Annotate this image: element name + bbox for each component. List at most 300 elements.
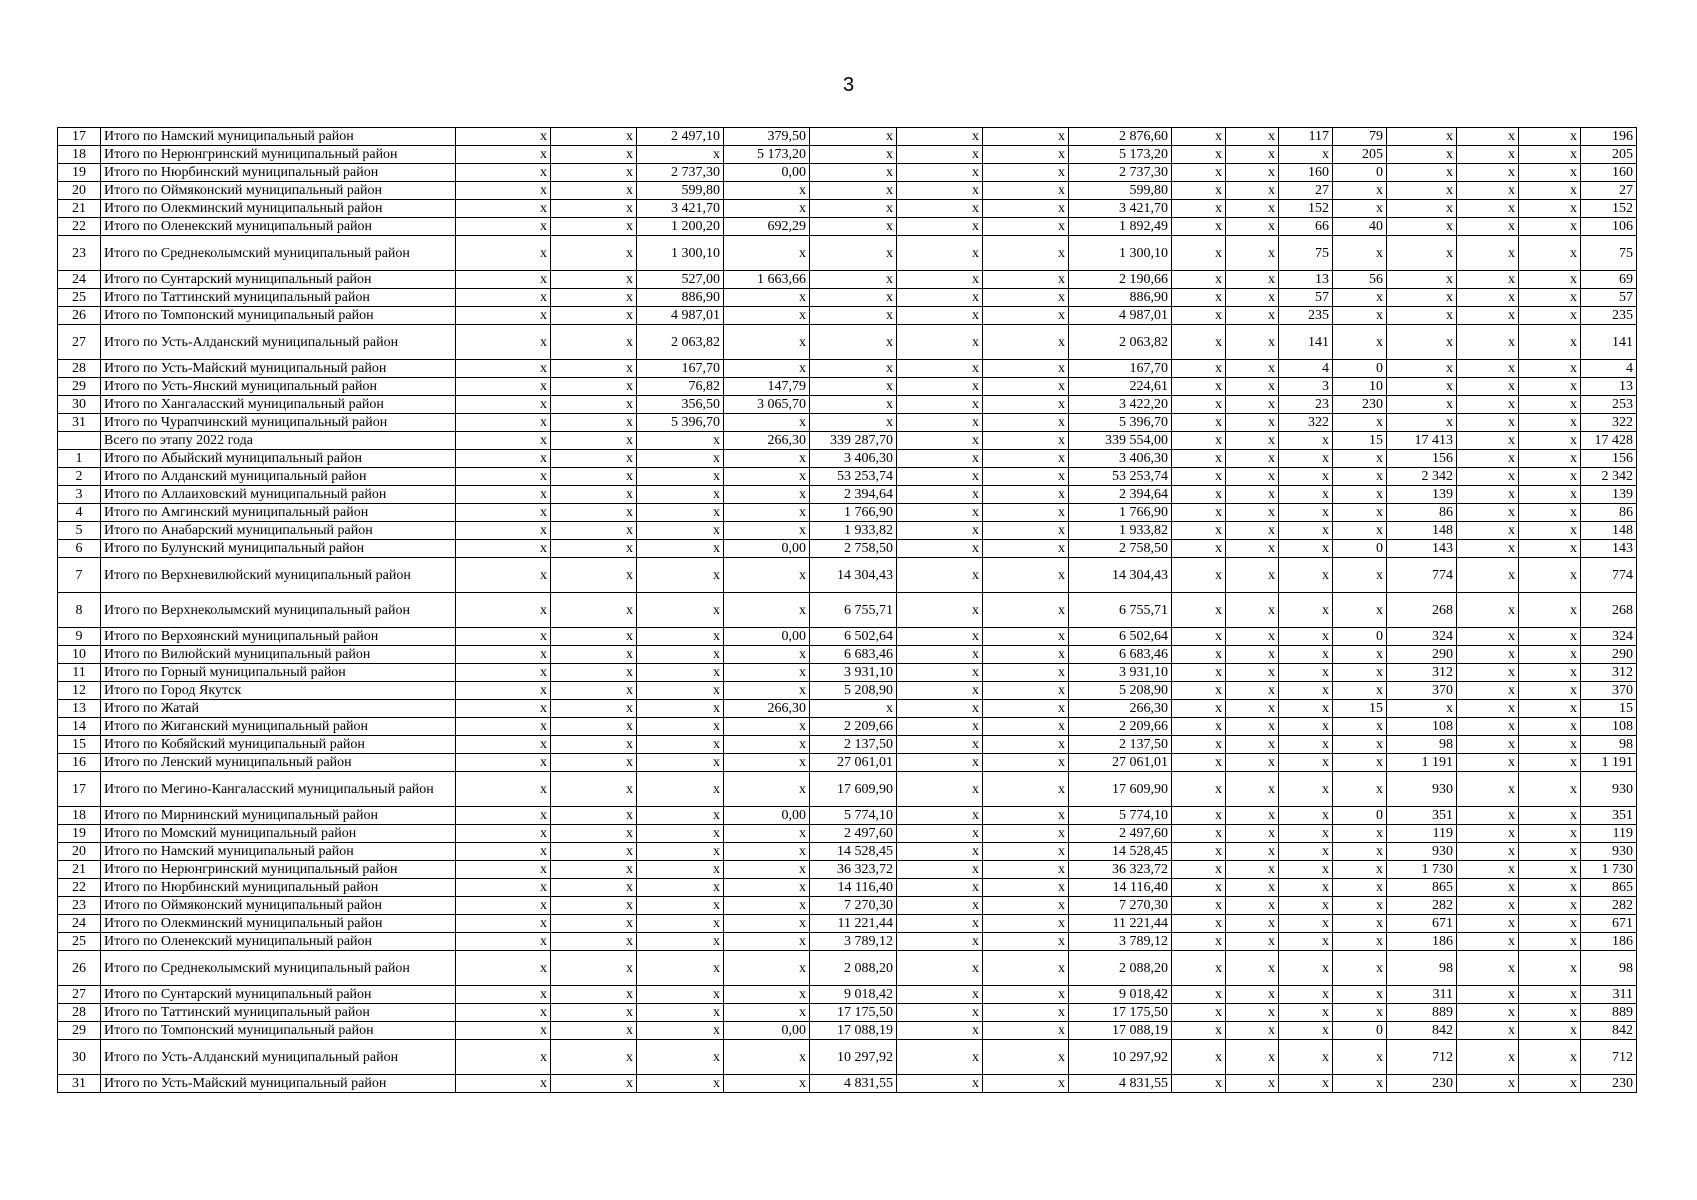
value-cell: 1 892,49 (1069, 218, 1172, 236)
value-cell: x (1226, 396, 1279, 414)
district-name-cell: Итого по Оленекский муниципальный район (101, 933, 456, 951)
value-cell: 17 413 (1387, 432, 1457, 450)
row-number-cell: 18 (58, 807, 101, 825)
value-cell: 324 (1387, 628, 1457, 646)
value-cell: x (1519, 772, 1581, 807)
value-cell: x (1457, 879, 1519, 897)
value-cell: 17 609,90 (1069, 772, 1172, 807)
value-cell: x (456, 414, 551, 432)
value-cell: x (1226, 450, 1279, 468)
row-number-cell: 28 (58, 360, 101, 378)
value-cell: x (983, 1040, 1069, 1075)
value-cell: x (637, 933, 724, 951)
value-cell: x (1387, 128, 1457, 146)
row-number-cell: 17 (58, 128, 101, 146)
value-cell: x (551, 1040, 637, 1075)
value-cell: x (551, 843, 637, 861)
value-cell: 4 987,01 (1069, 307, 1172, 325)
value-cell: x (456, 450, 551, 468)
value-cell: x (1279, 951, 1333, 986)
value-cell: x (1387, 396, 1457, 414)
value-cell: x (1172, 236, 1226, 271)
value-cell: 17 088,19 (1069, 1022, 1172, 1040)
district-name-cell: Итого по Нюрбинский муниципальный район (101, 164, 456, 182)
table-row (58, 522, 1637, 540)
value-cell: x (1457, 933, 1519, 951)
value-cell: 1 730 (1581, 861, 1637, 879)
value-cell: 3 421,70 (1069, 200, 1172, 218)
value-cell: x (637, 522, 724, 540)
value-cell: x (1457, 807, 1519, 825)
value-cell: 889 (1387, 1004, 1457, 1022)
value-cell: x (1457, 951, 1519, 986)
value-cell: x (983, 164, 1069, 182)
value-cell: x (1519, 843, 1581, 861)
value-cell: 15 (1333, 432, 1387, 450)
value-cell: 27 (1279, 182, 1333, 200)
value-cell: x (724, 289, 810, 307)
value-cell: x (637, 558, 724, 593)
district-name-cell: Итого по Чурапчинский муниципальный район (101, 414, 456, 432)
value-cell: x (897, 522, 983, 540)
value-cell: 156 (1387, 450, 1457, 468)
value-cell: x (1387, 200, 1457, 218)
row-number-cell: 31 (58, 1075, 101, 1093)
value-cell: 527,00 (637, 271, 724, 289)
table-row (58, 915, 1637, 933)
value-cell: x (983, 182, 1069, 200)
value-cell: x (1457, 414, 1519, 432)
value-cell: x (1457, 236, 1519, 271)
value-cell: x (1333, 915, 1387, 933)
value-cell: x (551, 807, 637, 825)
row-number-cell: 12 (58, 682, 101, 700)
value-cell: x (1333, 504, 1387, 522)
value-cell: x (456, 1004, 551, 1022)
value-cell: 282 (1581, 897, 1637, 915)
value-cell: 290 (1581, 646, 1637, 664)
value-cell: x (897, 396, 983, 414)
value-cell: 148 (1581, 522, 1637, 540)
value-cell: 108 (1581, 718, 1637, 736)
value-cell: x (1226, 200, 1279, 218)
value-cell: 13 (1279, 271, 1333, 289)
value-cell: x (983, 396, 1069, 414)
row-number-cell: 30 (58, 1040, 101, 1075)
value-cell: x (1279, 1004, 1333, 1022)
value-cell: x (1457, 628, 1519, 646)
value-cell: x (1172, 307, 1226, 325)
value-cell: x (897, 861, 983, 879)
value-cell: x (1226, 236, 1279, 271)
value-cell: x (983, 360, 1069, 378)
value-cell: x (983, 218, 1069, 236)
table-row (58, 646, 1637, 664)
value-cell: 167,70 (637, 360, 724, 378)
value-cell: x (1457, 1004, 1519, 1022)
value-cell: x (1333, 307, 1387, 325)
value-cell: 266,30 (1069, 700, 1172, 718)
value-cell: 930 (1387, 772, 1457, 807)
value-cell: 268 (1581, 593, 1637, 628)
value-cell: x (1457, 504, 1519, 522)
value-cell: x (724, 986, 810, 1004)
value-cell: x (983, 504, 1069, 522)
value-cell: x (810, 218, 897, 236)
value-cell: x (637, 1075, 724, 1093)
row-number-cell: 24 (58, 271, 101, 289)
value-cell: x (456, 951, 551, 986)
value-cell: x (1519, 986, 1581, 1004)
value-cell: x (1172, 843, 1226, 861)
value-cell: x (1333, 825, 1387, 843)
table-row (58, 200, 1637, 218)
value-cell: x (983, 1022, 1069, 1040)
district-name-cell: Итого по Намский муниципальный район (101, 128, 456, 146)
value-cell: x (1226, 486, 1279, 504)
value-cell: 0,00 (724, 540, 810, 558)
value-cell: x (1333, 450, 1387, 468)
value-cell: x (897, 146, 983, 164)
value-cell: x (1279, 1075, 1333, 1093)
value-cell: 339 554,00 (1069, 432, 1172, 450)
value-cell: x (1457, 486, 1519, 504)
value-cell: x (637, 897, 724, 915)
value-cell: x (1519, 861, 1581, 879)
value-cell: x (724, 236, 810, 271)
row-number-cell: 27 (58, 986, 101, 1004)
value-cell: x (810, 128, 897, 146)
value-cell: x (1457, 558, 1519, 593)
value-cell: 167,70 (1069, 360, 1172, 378)
value-cell: 14 304,43 (1069, 558, 1172, 593)
value-cell: x (1279, 986, 1333, 1004)
value-cell: x (724, 522, 810, 540)
value-cell: 339 287,70 (810, 432, 897, 450)
value-cell: x (1519, 450, 1581, 468)
value-cell: x (983, 1075, 1069, 1093)
value-cell: x (897, 664, 983, 682)
value-cell: x (1226, 879, 1279, 897)
district-name-cell: Итого по Город Якутск (101, 682, 456, 700)
district-name-cell: Итого по Вилюйский муниципальный район (101, 646, 456, 664)
value-cell: x (456, 325, 551, 360)
district-name-cell: Итого по Усть-Алданский муниципальный район (101, 1040, 456, 1075)
table-body (58, 128, 1637, 1093)
value-cell: x (897, 646, 983, 664)
value-cell: 17 088,19 (810, 1022, 897, 1040)
value-cell: 1 300,10 (637, 236, 724, 271)
value-cell: 253 (1581, 396, 1637, 414)
value-cell: x (1457, 432, 1519, 450)
table-row (58, 450, 1637, 468)
value-cell: x (1387, 146, 1457, 164)
value-cell: x (456, 843, 551, 861)
district-name-cell: Итого по Жатай (101, 700, 456, 718)
value-cell: x (1333, 1004, 1387, 1022)
value-cell: 186 (1581, 933, 1637, 951)
value-cell: x (1172, 933, 1226, 951)
value-cell: x (1226, 986, 1279, 1004)
value-cell: x (810, 700, 897, 718)
value-cell: 117 (1279, 128, 1333, 146)
value-cell: 712 (1581, 1040, 1637, 1075)
value-cell: x (1519, 325, 1581, 360)
value-cell: x (637, 915, 724, 933)
table-row (58, 986, 1637, 1004)
value-cell: 14 304,43 (810, 558, 897, 593)
value-cell: x (1172, 540, 1226, 558)
value-cell: x (724, 325, 810, 360)
value-cell: 889 (1581, 1004, 1637, 1022)
value-cell: x (456, 986, 551, 1004)
value-cell: 3 931,10 (810, 664, 897, 682)
value-cell: x (1172, 182, 1226, 200)
row-number-cell: 7 (58, 558, 101, 593)
row-number-cell: 31 (58, 414, 101, 432)
value-cell: x (551, 682, 637, 700)
value-cell: x (897, 432, 983, 450)
value-cell: x (456, 164, 551, 182)
table-row (58, 414, 1637, 432)
table-row (58, 1075, 1637, 1093)
value-cell: 17 175,50 (810, 1004, 897, 1022)
value-cell: x (1226, 1075, 1279, 1093)
value-cell: 3 422,20 (1069, 396, 1172, 414)
value-cell: 2 342 (1581, 468, 1637, 486)
value-cell: x (1457, 718, 1519, 736)
value-cell: x (983, 593, 1069, 628)
value-cell: 322 (1581, 414, 1637, 432)
value-cell: x (810, 414, 897, 432)
value-cell: x (897, 1040, 983, 1075)
row-number-cell (58, 432, 101, 450)
value-cell: x (551, 718, 637, 736)
value-cell: x (637, 718, 724, 736)
district-name-cell: Итого по Среднеколымский муниципальный район (101, 951, 456, 986)
district-name-cell: Итого по Верхоянский муниципальный район (101, 628, 456, 646)
value-cell: x (1279, 825, 1333, 843)
value-cell: 6 502,64 (1069, 628, 1172, 646)
value-cell: x (897, 271, 983, 289)
value-cell: 865 (1581, 879, 1637, 897)
value-cell: x (456, 218, 551, 236)
value-cell: 774 (1387, 558, 1457, 593)
value-cell: 86 (1387, 504, 1457, 522)
value-cell: x (1172, 414, 1226, 432)
value-cell: x (810, 271, 897, 289)
value-cell: x (1333, 522, 1387, 540)
value-cell: x (897, 486, 983, 504)
value-cell: 139 (1387, 486, 1457, 504)
value-cell: x (1333, 289, 1387, 307)
value-cell: x (1519, 307, 1581, 325)
value-cell: x (456, 200, 551, 218)
value-cell: x (983, 807, 1069, 825)
row-number-cell: 28 (58, 1004, 101, 1022)
value-cell: x (1457, 289, 1519, 307)
row-number-cell: 20 (58, 182, 101, 200)
value-cell: 3 789,12 (810, 933, 897, 951)
value-cell: 152 (1581, 200, 1637, 218)
district-name-cell: Итого по Верхневилюйский муниципальный район (101, 558, 456, 593)
value-cell: x (551, 200, 637, 218)
value-cell: 311 (1387, 986, 1457, 1004)
value-cell: x (551, 468, 637, 486)
value-cell: x (1457, 986, 1519, 1004)
district-name-cell: Итого по Томпонский муниципальный район (101, 1022, 456, 1040)
value-cell: x (1279, 718, 1333, 736)
row-number-cell: 23 (58, 897, 101, 915)
value-cell: x (897, 700, 983, 718)
value-cell: x (1226, 682, 1279, 700)
value-cell: 2 063,82 (637, 325, 724, 360)
value-cell: 119 (1581, 825, 1637, 843)
value-cell: x (1457, 378, 1519, 396)
value-cell: 1 200,20 (637, 218, 724, 236)
value-cell: x (724, 772, 810, 807)
value-cell: x (724, 450, 810, 468)
value-cell: 5 173,20 (1069, 146, 1172, 164)
value-cell: 3 406,30 (810, 450, 897, 468)
value-cell: x (983, 558, 1069, 593)
value-cell: 3 (1279, 378, 1333, 396)
value-cell: x (1519, 682, 1581, 700)
value-cell: x (551, 700, 637, 718)
row-number-cell: 18 (58, 146, 101, 164)
value-cell: x (1172, 558, 1226, 593)
value-cell: 11 221,44 (1069, 915, 1172, 933)
value-cell: x (897, 879, 983, 897)
value-cell: x (637, 986, 724, 1004)
table-row (58, 164, 1637, 182)
value-cell: x (1457, 271, 1519, 289)
table-row (58, 378, 1637, 396)
value-cell: 98 (1387, 951, 1457, 986)
value-cell: x (1226, 271, 1279, 289)
value-cell: x (810, 164, 897, 182)
value-cell: x (724, 897, 810, 915)
value-cell: x (724, 1040, 810, 1075)
value-cell: 186 (1387, 933, 1457, 951)
value-cell: x (983, 200, 1069, 218)
value-cell: x (1457, 1075, 1519, 1093)
value-cell: x (1333, 951, 1387, 986)
value-cell: x (983, 736, 1069, 754)
value-cell: x (1226, 1040, 1279, 1075)
value-cell: 160 (1279, 164, 1333, 182)
value-cell: x (1519, 378, 1581, 396)
value-cell: x (1333, 593, 1387, 628)
value-cell: x (1457, 522, 1519, 540)
district-name-cell: Итого по Таттинский муниципальный район (101, 1004, 456, 1022)
row-number-cell: 22 (58, 879, 101, 897)
value-cell: x (637, 450, 724, 468)
value-cell: 356,50 (637, 396, 724, 414)
value-cell: x (1333, 772, 1387, 807)
value-cell: x (551, 360, 637, 378)
value-cell: x (1457, 915, 1519, 933)
value-cell: 2 876,60 (1069, 128, 1172, 146)
value-cell: x (551, 307, 637, 325)
value-cell: x (724, 754, 810, 772)
value-cell: x (456, 378, 551, 396)
value-cell: x (637, 486, 724, 504)
value-cell: x (724, 558, 810, 593)
value-cell: x (1226, 378, 1279, 396)
value-cell: 6 683,46 (810, 646, 897, 664)
row-number-cell: 14 (58, 718, 101, 736)
value-cell: x (637, 951, 724, 986)
value-cell: 56 (1333, 271, 1387, 289)
value-cell: 36 323,72 (810, 861, 897, 879)
table-row (58, 897, 1637, 915)
value-cell: x (1172, 396, 1226, 414)
value-cell: x (724, 182, 810, 200)
value-cell: x (551, 825, 637, 843)
value-cell: x (637, 1022, 724, 1040)
value-cell: 370 (1387, 682, 1457, 700)
table-row (58, 754, 1637, 772)
value-cell: x (1172, 128, 1226, 146)
value-cell: x (1226, 432, 1279, 450)
table-row (58, 628, 1637, 646)
value-cell: 148 (1387, 522, 1457, 540)
value-cell: x (897, 1022, 983, 1040)
value-cell: x (1279, 754, 1333, 772)
value-cell: x (637, 540, 724, 558)
value-cell: x (897, 986, 983, 1004)
table-row (58, 1022, 1637, 1040)
value-cell: x (1457, 128, 1519, 146)
value-cell: 1 766,90 (1069, 504, 1172, 522)
value-cell: x (456, 700, 551, 718)
value-cell: x (1172, 807, 1226, 825)
value-cell: 4 (1279, 360, 1333, 378)
table-row (58, 146, 1637, 164)
value-cell: x (1279, 736, 1333, 754)
value-cell: x (551, 504, 637, 522)
table-row (58, 718, 1637, 736)
value-cell: x (1172, 271, 1226, 289)
district-name-cell: Итого по Мирнинский муниципальный район (101, 807, 456, 825)
table-row (58, 504, 1637, 522)
value-cell: 1 191 (1581, 754, 1637, 772)
value-cell: x (1519, 522, 1581, 540)
value-cell: x (456, 754, 551, 772)
value-cell: 4 831,55 (1069, 1075, 1172, 1093)
value-cell: x (897, 897, 983, 915)
value-cell: x (1172, 1040, 1226, 1075)
district-name-cell: Итого по Аллаиховский муниципальный район (101, 486, 456, 504)
value-cell: x (1172, 646, 1226, 664)
value-cell: x (456, 933, 551, 951)
value-cell: 3 931,10 (1069, 664, 1172, 682)
value-cell: x (1519, 915, 1581, 933)
value-cell: 14 528,45 (1069, 843, 1172, 861)
value-cell: 0,00 (724, 628, 810, 646)
district-name-cell: Итого по Жиганский муниципальный район (101, 718, 456, 736)
value-cell: x (1457, 736, 1519, 754)
value-cell: x (1387, 378, 1457, 396)
value-cell: x (1519, 558, 1581, 593)
value-cell: x (1226, 307, 1279, 325)
value-cell: x (1226, 128, 1279, 146)
value-cell: 2 758,50 (810, 540, 897, 558)
value-cell: 15 (1333, 700, 1387, 718)
table-row (58, 486, 1637, 504)
value-cell: x (1279, 664, 1333, 682)
